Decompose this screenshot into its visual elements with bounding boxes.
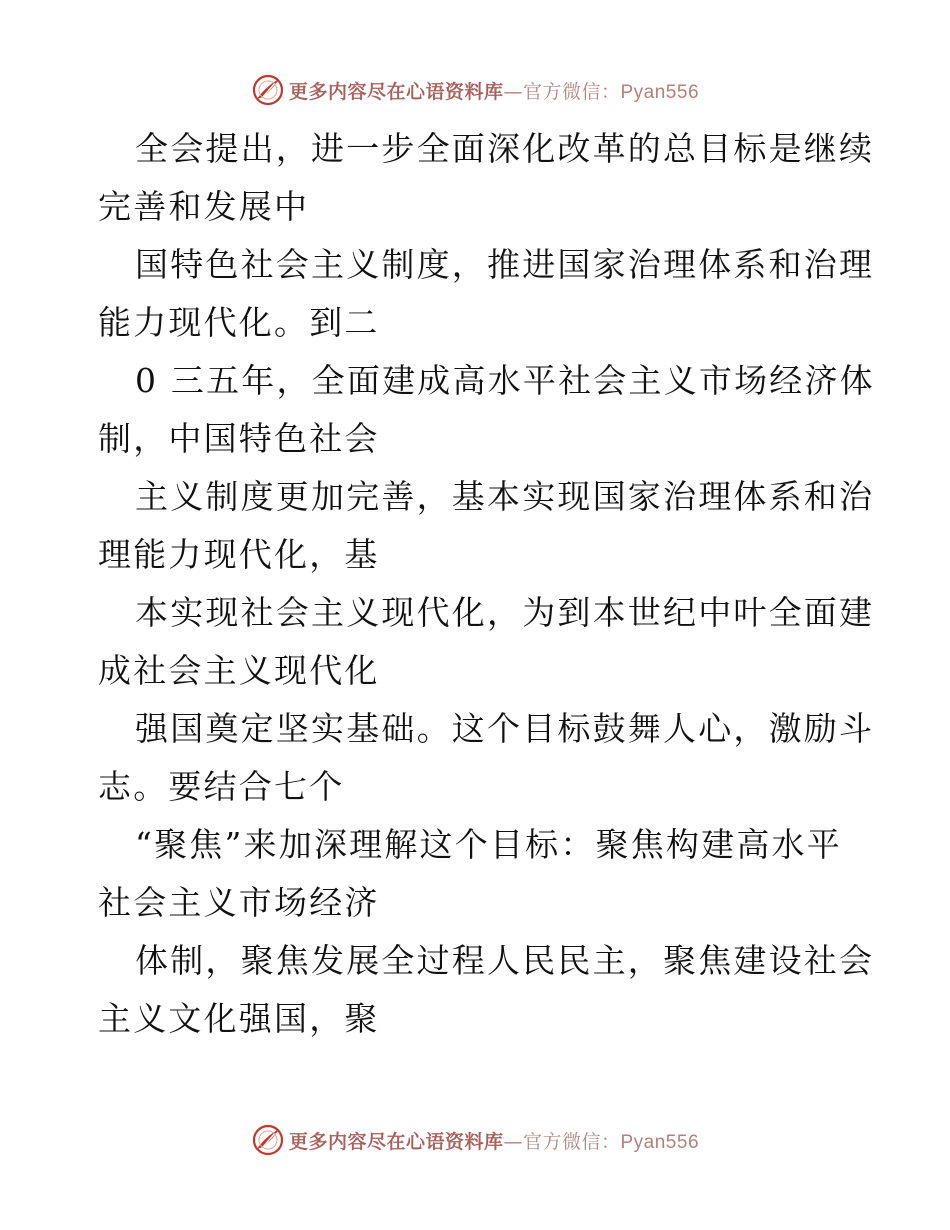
paragraph-second-line: 制，中国特色社会 [98,419,380,458]
quill-pen-logo-icon [251,73,285,107]
quill-pen-logo-icon [251,1123,285,1157]
paragraph-second-line: 理能力现代化，基 [98,535,380,574]
header-separator: — [503,80,523,103]
paragraph-first-line: 强国奠定坚实基础。这个目标鼓舞人心，激励斗 [135,709,875,748]
footer-separator: — [503,1130,523,1153]
footer-wechat-id: Pyan556 [620,1131,700,1153]
paragraph [98,816,858,932]
header-wechat-id: Pyan556 [620,81,700,103]
footer-wechat-label: 官方微信： [522,1130,621,1153]
paragraph [98,352,875,468]
paragraph-first-line: 0 三五年，全面建成高水平社会主义市场经济体 [135,361,875,400]
footer-text [289,1127,699,1154]
paragraph-first-line: 国特色社会主义制度，推进国家治理体系和治理 [135,245,875,284]
footer-brand: 更多内容尽在心语资料库 [288,1130,504,1153]
paragraph-first-line: 全会提出，进一步全面深化改革的总目标是继续 [135,129,875,168]
paragraph-first-line: “聚焦”来加深理解这个目标：聚焦构建高水平 [135,825,842,864]
paragraph-first-line: 本实现社会主义现代化，为到本世纪中叶全面建 [135,593,875,632]
paragraph-second-line: 社会主义市场经济 [98,883,380,922]
paragraph-second-line: 主义文化强国，聚 [98,999,380,1038]
footer-banner [0,1120,950,1160]
paragraph-first-line: 主义制度更加完善，基本实现国家治理体系和治 [135,477,875,516]
document-body [98,120,875,1048]
paragraph [98,932,875,1048]
header-text [289,77,699,104]
paragraph-second-line: 成社会主义现代化 [98,651,380,690]
header-brand: 更多内容尽在心语资料库 [288,80,504,103]
paragraph [98,584,875,700]
header-wechat-label: 官方微信： [522,80,621,103]
paragraph-first-line: 体制，聚焦发展全过程人民民主，聚焦建设社会 [135,941,875,980]
paragraph-second-line: 能力现代化。到二 [98,303,380,342]
paragraph-second-line: 完善和发展中 [98,187,310,226]
paragraph [98,236,875,352]
paragraph [98,120,875,236]
paragraph [98,468,875,584]
paragraph [98,700,875,816]
header-banner [0,70,950,110]
paragraph-second-line: 志。要结合七个 [98,767,345,806]
